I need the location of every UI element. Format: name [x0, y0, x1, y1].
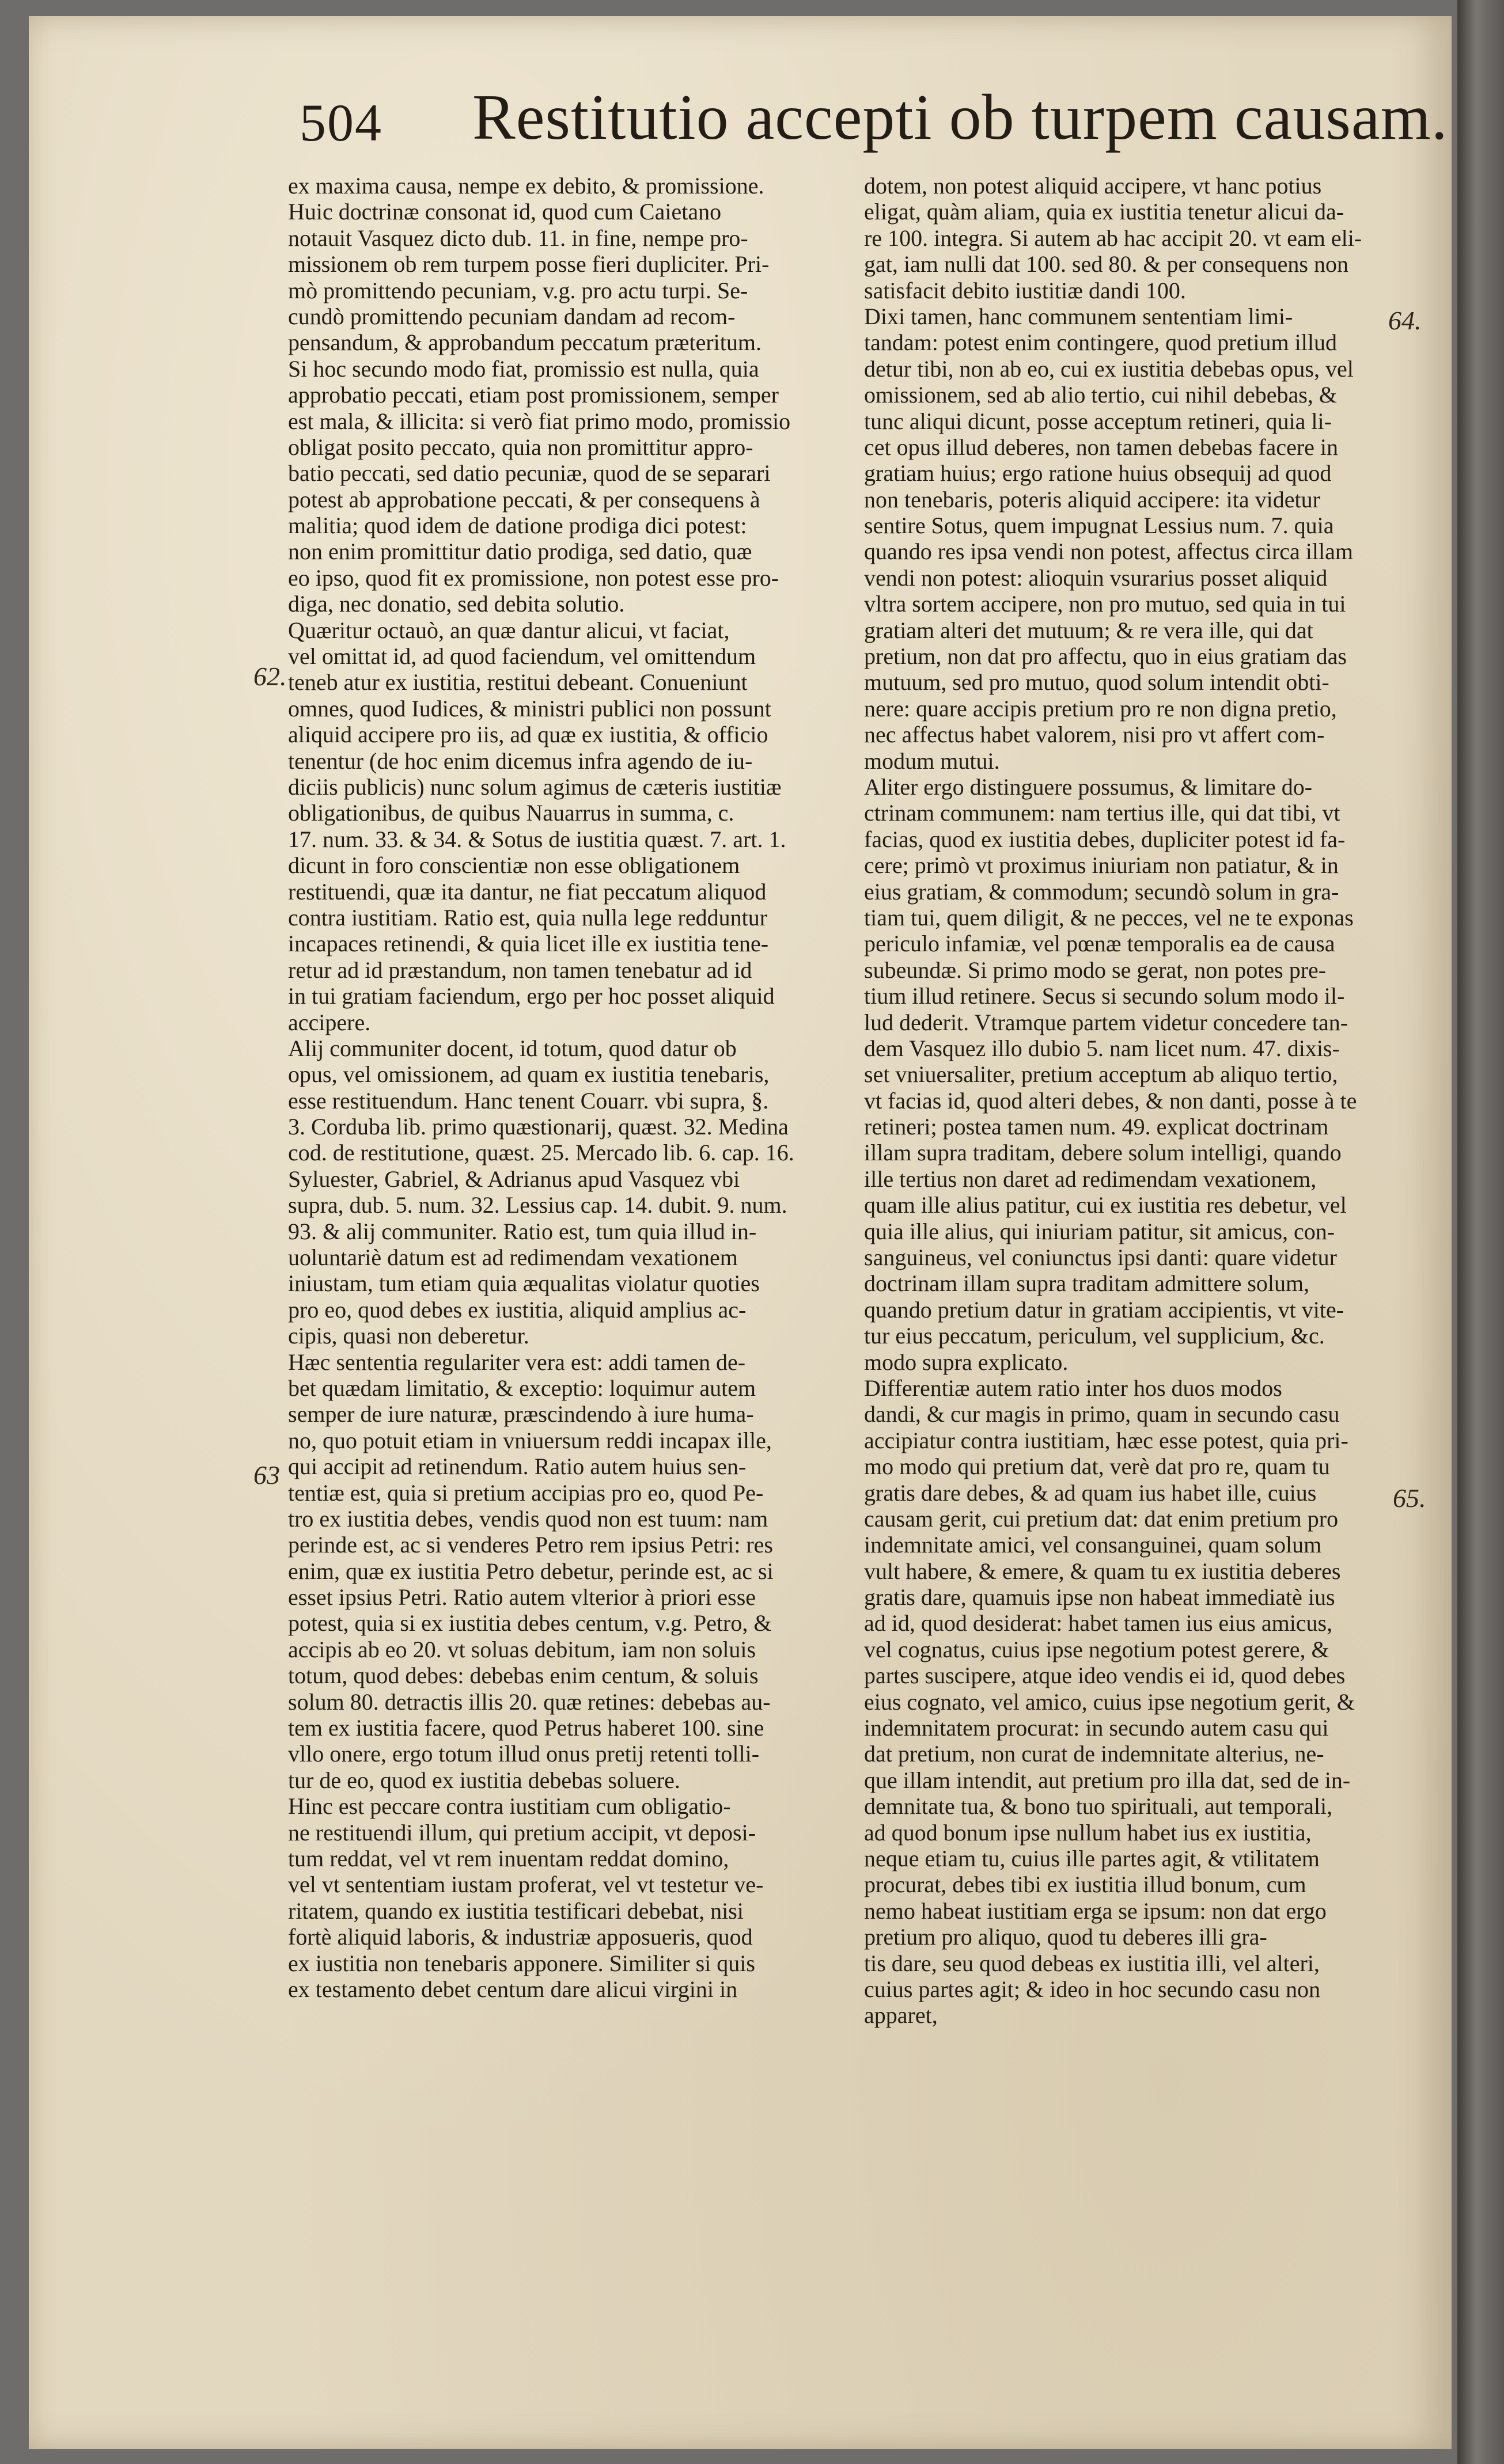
text-line: subeundæ. Si primo modo se gerat, non potes pre-: [864, 956, 1327, 983]
text-line: procurat, debes tibi ex iustitia illud bonum, cum: [864, 1871, 1306, 1898]
text-line: ad quod bonum ipse nullum habet ius ex iustitia,: [864, 1819, 1312, 1846]
text-line: uoluntariè datum est ad redimendam vexationem: [288, 1244, 738, 1271]
text-line: approbatio peccati, etiam post promissionem, semper: [288, 382, 779, 408]
text-line: Si hoc secundo modo fiat, promissio est nulla, quia: [288, 355, 759, 382]
text-line: Aliter ergo distinguere possumus, & limitare do-: [864, 773, 1313, 800]
text-line: gratis dare debes, & ad quam ius habet ille, cuius: [864, 1479, 1317, 1506]
text-line: non tenebaris, poteris aliquid accipere: ita videtur: [864, 486, 1320, 512]
text-line: partes suscipere, atque ideo vendis ei id, quod debes: [864, 1662, 1346, 1689]
text-line: illam supra traditam, debere solum intelligi, quando: [864, 1140, 1342, 1166]
text-line: pensandum, & approbandum peccatum præteritum.: [288, 329, 762, 356]
text-line: dotem, non potest aliquid accipere, vt hanc potius: [864, 173, 1322, 199]
text-line: tunc aliqui dicunt, posse acceptum retineri, quia li-: [864, 408, 1332, 434]
text-line: doctrinam illam supra traditam admittere solum,: [864, 1270, 1310, 1297]
text-line: cipis, quasi non deberetur.: [288, 1323, 529, 1349]
text-line: Hæc sententia regulariter vera est: addi tamen de-: [288, 1349, 746, 1375]
text-line: eligat, quàm aliam, quia ex iustitia tenetur alicui da-: [864, 199, 1344, 225]
text-line: mutuum, sed pro mutuo, quod solum intendit obti-: [864, 669, 1329, 696]
text-line: pro eo, quod debes ex iustitia, aliquid amplius ac-: [288, 1296, 747, 1323]
text-line: esset ipsius Petri. Ratio autem vlterior à priori esse: [288, 1584, 756, 1611]
text-line: ctrinam communem: nam tertius ille, qui dat tibi, vt: [864, 800, 1340, 826]
text-line: accipiatur contra iustitiam, hæc esse potest, quia pri-: [864, 1427, 1348, 1453]
text-line: cuius partes agit; & ideo in hoc secundo casu non: [864, 1976, 1321, 2002]
text-line: vt facias id, quod alteri debes, & non danti, posse à te: [864, 1087, 1357, 1114]
left-text-column: [288, 173, 838, 2002]
text-line: Hinc est peccare contra iustitiam cum obligatio-: [288, 1793, 731, 1820]
text-line: cundò promittendo pecuniam dandam ad recom-: [288, 303, 736, 329]
text-line: iniustam, tum etiam quia æqualitas violatur quoties: [288, 1270, 760, 1297]
text-line: tis dare, seu quod debeas ex iustitia illi, vel alteri,: [864, 1950, 1320, 1976]
text-line: opus, vel omissionem, ad quam ex iustitia tenebaris,: [288, 1061, 770, 1088]
text-line: notauit Vasquez dicto dub. 11. in fine, nempe pro-: [288, 225, 748, 251]
text-line: satisfacit debito iustitiæ dandi 100.: [864, 277, 1186, 303]
text-line: ne restituendi illum, qui pretium accipit, vt deposi-: [288, 1819, 756, 1846]
text-line: batio peccati, sed datio pecuniæ, quod de se separari: [288, 460, 771, 487]
text-line: potest, quia si ex iustitia debes centum, v.g. Petro, &: [288, 1610, 772, 1637]
page-number: 504: [300, 93, 382, 152]
text-line: vult habere, & emere, & quam tu ex iustitia deberes: [864, 1558, 1341, 1584]
text-line: potest ab approbatione peccati, & per consequens à: [288, 486, 760, 512]
text-line: vltra sortem accipere, non pro mutuo, sed quia in tui: [864, 591, 1346, 617]
text-line: quando res ipsa vendi non potest, affectus circa illam: [864, 538, 1354, 565]
text-line: que illam intendit, aut pretium pro illa dat, sed de in-: [864, 1767, 1351, 1793]
text-line: qui accipit ad retinendum. Ratio autem huius sen-: [288, 1453, 747, 1480]
text-line: neque etiam tu, cuius ille partes agit, & vtilitatem: [864, 1846, 1320, 1871]
text-line: obligationibus, de quibus Nauarrus in summa, c.: [288, 800, 734, 826]
text-line: omnes, quod Iudices, & ministri publici non possunt: [288, 695, 771, 722]
text-line: retineri; postea tamen num. 49. explicat doctrinam: [864, 1114, 1329, 1140]
text-line: tur de eo, quod ex iustitia debebas soluere.: [288, 1767, 680, 1793]
text-line: pretium, non dat pro affectu, quo in eius gratiam das: [864, 643, 1347, 670]
text-line: incapaces retinendi, & quia licet ille ex iustitia tene-: [288, 931, 769, 957]
text-line: eius cognato, vel amico, cuius ipse negotium gerit, &: [864, 1688, 1355, 1715]
text-line: quam ille alius patitur, cui ex iustitia res debetur, vel: [864, 1192, 1347, 1218]
text-line: vllo onere, ergo totum illud onus pretij retenti tolli-: [288, 1741, 760, 1767]
text-line: eius gratiam, & commodum; secundò solum in gra-: [864, 878, 1339, 905]
text-line: tentiæ est, quia si pretium accipias pro eo, quod Pe-: [288, 1479, 764, 1506]
text-line: eo ipso, quod fit ex promissione, non potest esse pro-: [288, 564, 779, 591]
text-line: tium illud retinere. Secus si secundo solum modo il-: [864, 983, 1345, 1009]
text-line: omissionem, sed ab alio tertio, cui nihil debebas, &: [864, 382, 1337, 408]
text-line: dat pretium, non curat de indemnitate alterius, ne-: [864, 1741, 1324, 1767]
text-line: enim, quæ ex iustitia Petro debetur, perinde est, ac si: [288, 1558, 774, 1584]
margin-number-64: 64.: [1388, 306, 1422, 335]
text-line: vel cognatus, cuius ipse negotium potest gerere, &: [864, 1636, 1329, 1662]
margin-number-62: 62.: [253, 662, 287, 691]
text-line: restituendi, quæ ita dantur, ne fiat peccatum aliquod: [288, 878, 767, 905]
text-line: semper de iure naturæ, præscindendo à iure huma-: [288, 1401, 754, 1427]
text-line: contra iustitiam. Ratio est, quia nulla lege redduntur: [288, 904, 768, 931]
text-line: ex iustitia non tenebaris apponere. Similiter si quis: [288, 1950, 755, 1976]
text-line: indemnitatem procurat: in secundo autem casu qui: [864, 1715, 1329, 1741]
text-line: Quæritur octauò, an quæ dantur alicui, vt faciat,: [288, 617, 730, 643]
text-line: mò promittendo pecuniam, v.g. pro actu turpi. Se-: [288, 277, 748, 303]
text-line: quia ille alius, qui iniuriam patitur, sit amicus, con-: [864, 1218, 1335, 1244]
text-line: nec affectus habet valorem, nisi pro vt affert com-: [864, 722, 1325, 748]
text-line: indemnitate amici, vel consanguinei, quam solum: [864, 1532, 1322, 1558]
text-line: gat, iam nulli dat 100. sed 80. & per consequens non: [864, 251, 1348, 278]
text-line: pretium pro aliquo, quod tu deberes illi gra-: [864, 1924, 1267, 1950]
running-title: Restitutio accepti ob turpem causam.: [472, 82, 1448, 153]
text-line: demnitate tua, & bono tuo spirituali, aut temporali,: [864, 1793, 1333, 1820]
text-line: bet quædam limitatio, & exceptio: loquimur autem: [288, 1375, 756, 1401]
text-line: accipis ab eo 20. vt soluas debitum, iam non soluis: [288, 1636, 756, 1662]
text-line: dandi, & cur magis in primo, quam in secundo casu: [864, 1401, 1340, 1427]
text-line: dicunt in foro conscientiæ non esse obligationem: [288, 852, 740, 879]
text-line: ad id, quod desiderat: habet tamen ius eius amicus,: [864, 1610, 1333, 1637]
text-line: detur tibi, non ab eo, cui ex iustitia debebas opus, vel: [864, 355, 1354, 382]
text-line: cere; primò vt proximus iniuriam non patiatur, & in: [864, 852, 1339, 879]
text-line: nemo habeat iustitiam erga se ipsum: non dat ergo: [864, 1897, 1327, 1924]
text-line: diga, nec donatio, sed debita solutio.: [288, 591, 625, 617]
text-line: tro ex iustitia debes, vendis quod non est tuum: nam: [288, 1505, 768, 1532]
margin-number-63: 63: [253, 1460, 280, 1490]
right-text-column: [864, 173, 1411, 2029]
text-line: sanguineus, vel coniunctus ipsi danti: quare videtur: [864, 1244, 1337, 1271]
text-line: aliquid accipere pro iis, ad quæ ex iustitia, & officio: [288, 722, 768, 748]
page-header: [300, 81, 1448, 161]
text-line: missionem ob rem turpem posse fieri dupliciter. Pri-: [288, 251, 770, 278]
text-line: teneb atur ex iustitia, restitui debeant. Conueniunt: [288, 669, 748, 696]
text-line: gratiam huius; ergo ratione huius obsequij ad quod: [864, 460, 1332, 487]
text-line: ex maxima causa, nempe ex debito, & promissione.: [288, 173, 764, 199]
text-line: tur eius peccatum, periculum, vel supplicium, &c.: [864, 1323, 1325, 1349]
text-line: supra, dub. 5. num. 32. Lessius cap. 14. dubit. 9. num.: [288, 1192, 787, 1218]
text-line: vel vt sententiam iustam proferat, vel vt testetur ve-: [288, 1871, 764, 1898]
text-line: in tui gratiam faciendum, ergo per hoc posset aliquid: [288, 983, 775, 1009]
text-line: quando pretium datur in gratiam accipientis, vt vite-: [864, 1296, 1344, 1323]
text-line: tiam tui, quem diligit, & ne pecces, vel ne te exponas: [864, 904, 1354, 931]
book-edge: [1457, 0, 1504, 2464]
text-line: sentire Sotus, quem impugnat Lessius num. 7. quia: [864, 512, 1334, 539]
text-line: tenentur (de hoc enim dicemus infra agendo de iu-: [288, 747, 753, 774]
text-line: Huic doctrinæ consonat id, quod cum Caietano: [288, 199, 722, 225]
text-line: esse restituendum. Hanc tenent Couarr. vbi supra, §.: [288, 1087, 769, 1114]
text-line: totum, quod debes: debebas enim centum, & soluis: [288, 1662, 759, 1689]
text-line: 93. & alij communiter. Ratio est, tum quia illud in-: [288, 1218, 757, 1244]
text-line: solum 80. detractis illis 20. quæ retines: debebas au-: [288, 1688, 771, 1715]
text-line: diciis publicis) nunc solum agimus de cæteris iustitiæ: [288, 773, 782, 800]
text-line: gratis dare, quamuis ipse non habeat immediatè ius: [864, 1584, 1335, 1611]
text-line: obligat posito peccato, quia non promittitur appro-: [288, 434, 753, 460]
text-line: fortè aliquid laboris, & industriæ apposueris, quod: [288, 1924, 753, 1950]
text-line: nere: quare accipis pretium pro re non digna pretio,: [864, 695, 1337, 722]
text-line: 3. Corduba lib. primo quæstionarij, quæst. 32. Medina: [288, 1114, 789, 1140]
text-line: periculo infamiæ, vel pœnæ temporalis ea de causa: [864, 931, 1335, 957]
text-line: set vniuersaliter, pretium acceptum ab aliquo tertio,: [864, 1061, 1338, 1088]
text-line: Differentiæ autem ratio inter hos duos modos: [864, 1375, 1282, 1401]
text-line: lud dederit. Vtramque partem videtur concedere tan-: [864, 1009, 1348, 1035]
text-line: re 100. integra. Si autem ab hac accipit 20. vt eam eli-: [864, 225, 1362, 251]
text-line: malitia; quod idem de datione prodiga dici potest:: [288, 512, 747, 539]
text-line: 17. num. 33. & 34. & Sotus de iustitia quæst. 7. art. 1.: [288, 826, 786, 852]
text-line: dem Vasquez illo dubio 5. nam licet num. 47. dixis-: [864, 1035, 1340, 1061]
text-line: Dixi tamen, hanc communem sententiam limi-: [864, 303, 1293, 329]
text-line: retur ad id præstandum, non tamen tenebatur ad id: [288, 956, 752, 983]
text-line: est mala, & illicita: si verò fiat primo modo, promissio: [288, 408, 791, 434]
text-line: tandam: potest enim contingere, quod pretium illud: [864, 329, 1337, 356]
text-line: ex testamento debet centum dare alicui virgini in: [288, 1976, 738, 2002]
text-line: no, quo potuit etiam in vniuersum reddi incapax ille,: [288, 1427, 772, 1453]
text-line: vendi non potest: alioquin vsurarius posset aliquid: [864, 564, 1328, 591]
text-line: tum reddat, vel vt rem inuentam reddat domino,: [288, 1846, 729, 1871]
text-line: mo modo qui pretium dat, verè dat pro re, quam tu: [864, 1453, 1330, 1480]
text-line: gratiam alteri det mutuum; & re vera ille, qui dat: [864, 617, 1313, 643]
text-line: accipere.: [288, 1009, 371, 1035]
text-line: facias, quod ex iustitia debes, dupliciter potest id fa-: [864, 826, 1346, 852]
text-line: apparet,: [864, 2002, 938, 2029]
text-line: vel omittat id, ad quod faciendum, vel omittendum: [288, 643, 756, 670]
text-line: non enim promittitur datio prodiga, sed datio, quæ: [288, 538, 752, 565]
margin-number-65: 65.: [1393, 1483, 1426, 1513]
text-line: ritatem, quando ex iustitia testificari debebat, nisi: [288, 1897, 744, 1924]
text-line: modo supra explicato.: [864, 1349, 1069, 1375]
text-line: ille tertius non daret ad redimendam vexationem,: [864, 1165, 1317, 1192]
text-line: cod. de restitutione, quæst. 25. Mercado lib. 6. cap. 16.: [288, 1140, 794, 1166]
text-line: modum mutui.: [864, 747, 1000, 774]
text-line: cet opus illud deberes, non tamen debebas facere in: [864, 434, 1339, 460]
text-line: perinde est, ac si venderes Petro rem ipsius Petri: res: [288, 1532, 773, 1558]
text-line: Syluester, Gabriel, & Adrianus apud Vasquez vbi: [288, 1165, 740, 1192]
text-line: causam gerit, cui pretium dat: dat enim pretium pro: [864, 1505, 1339, 1532]
text-line: tem ex iustitia facere, quod Petrus haberet 100. sine: [288, 1715, 764, 1741]
text-line: Alij communiter docent, id totum, quod datur ob: [288, 1035, 737, 1061]
